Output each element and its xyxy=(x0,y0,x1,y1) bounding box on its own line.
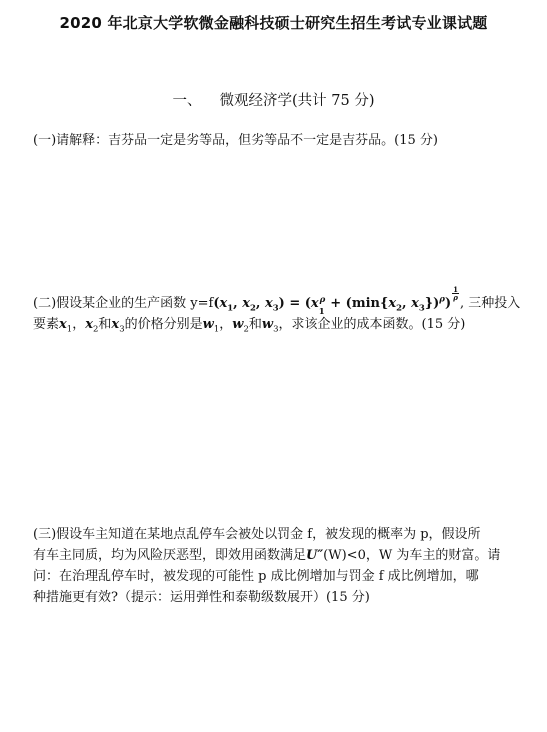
question-2-sep-4: 和 xyxy=(248,317,262,332)
question-2-sep-1: ， xyxy=(72,317,86,332)
question-2-line-1 xyxy=(33,285,521,317)
section-number: 一、 xyxy=(172,93,202,109)
var-x1: x xyxy=(59,317,67,332)
question-3-text-b: (W)<0，W 为车主的财富。请 xyxy=(323,548,501,563)
production-function-formula: ($x_1$, $x_2$, $x_3) = (x_1^\rho + (\min\{x_2$, $x_3\})^\rho$) $\frac{1}{\rho}$ xyxy=(213,285,458,317)
question-2 xyxy=(33,285,521,335)
var-w3: w xyxy=(261,317,274,332)
utility-second-derivative: U″ xyxy=(306,548,324,563)
question-2-text-a: 要素 xyxy=(33,317,60,332)
var-w1: w xyxy=(202,317,214,332)
exponent-fraction: $\frac{1}{\rho}$ xyxy=(453,285,458,302)
section-label: 微观经济学(共计 75 分) xyxy=(219,93,375,109)
question-1: (一)请解释：吉芬品一定是劣等品，但劣等品不一定是吉芬品。(15 分) xyxy=(33,133,438,148)
question-2-sep-2: 和 xyxy=(98,317,112,332)
question-2-sep-3: ， xyxy=(219,317,233,332)
question-2-tail: , 三种投入 xyxy=(459,296,521,311)
question-2-text-b: 的价格分别是 xyxy=(124,317,203,332)
var-x3: x xyxy=(111,317,120,332)
question-3-line-2 xyxy=(33,545,517,566)
exam-title: 2020 年北京大学软微金融科技硕士研究生招生考试专业课试题 xyxy=(59,14,488,32)
section-heading xyxy=(0,89,547,110)
question-2-line-2: 要素$x_1$，$x_2$和$x_3$的价格分别是$w_1$，$w_2$和$w_3$，求该企业的成本函数。(15 分) xyxy=(33,317,466,335)
question-3-line-1: (三)假设车主知道在某地点乱停车会被处以罚金 f，被发现的概率为 p，假设所 xyxy=(33,527,481,542)
question-2-text-c: ，求该企业的成本函数。(15 分) xyxy=(278,317,466,332)
question-3-text-a: 有车主同质，均为风险厌恶型，即效用函数满足 xyxy=(33,548,307,563)
var-w2: w xyxy=(232,317,244,332)
question-3-line-3: 问：在治理乱停车时，被发现的可能性 p 成比例增加与罚金 f 成比例增加，哪 xyxy=(33,569,479,584)
question-2-intro: (二)假设某企业的生产函数 y=f xyxy=(33,296,214,311)
question-3 xyxy=(33,524,517,608)
question-3-line-4: 种措施更有效?（提示：运用弹性和泰勒级数展开）(15 分) xyxy=(33,590,370,605)
var-x2: x xyxy=(85,317,93,332)
